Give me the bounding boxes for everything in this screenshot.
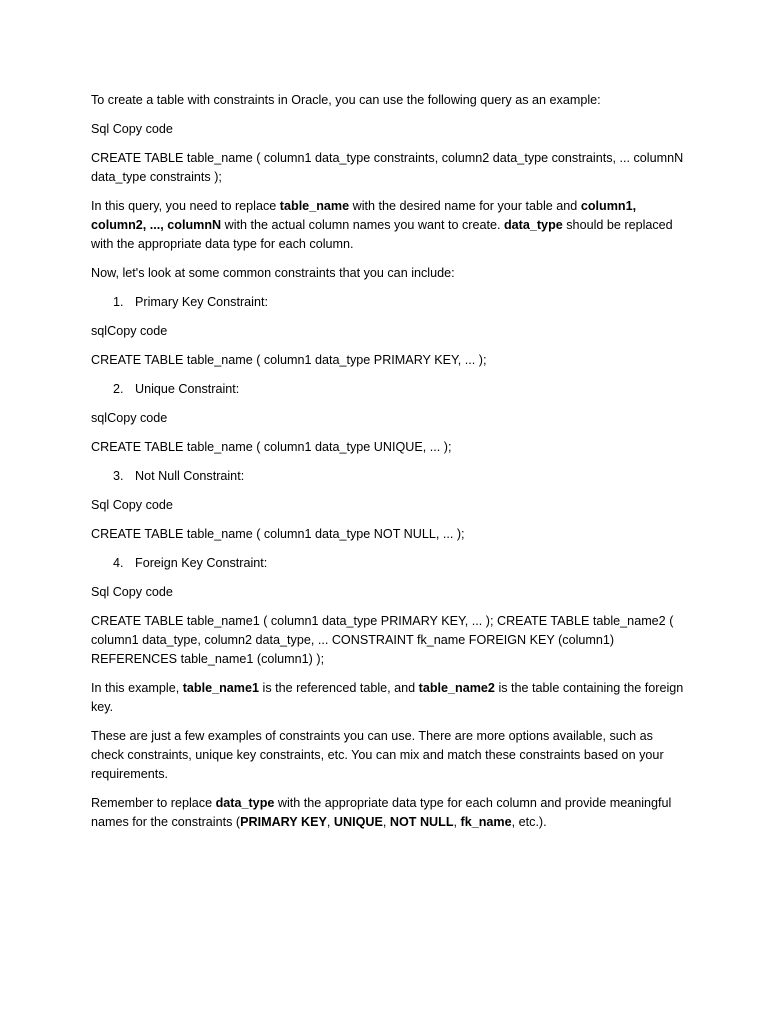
bold-term: table_name2 <box>418 681 495 695</box>
code-block: CREATE TABLE table_name ( column1 data_type PRIMARY KEY, ... ); <box>91 353 487 367</box>
text-span: should be replaced with the appropriate data type for each column. <box>91 218 673 251</box>
bold-term: fk_name <box>460 815 512 829</box>
constraints-intro: Now, let's look at some common constraints that you can include: <box>91 266 455 280</box>
text-span: Remember to replace <box>91 796 216 810</box>
bold-term: table_name <box>279 199 350 213</box>
list-number: 3. <box>113 469 124 483</box>
bold-term: NOT NULL <box>389 815 454 829</box>
explanation-paragraph <box>91 197 684 254</box>
reminder-paragraph <box>91 794 684 832</box>
text-span: , <box>382 815 390 829</box>
text-span: is the referenced table, and <box>259 681 419 695</box>
text-span: with the actual column names you want to create. <box>221 218 504 232</box>
text-span: , etc.). <box>511 815 547 829</box>
example-paragraph <box>91 679 684 717</box>
code-block: CREATE TABLE table_name ( column1 data_type constraints, column2 data_type constraints, ... columnN data_type constraints ); <box>91 151 684 184</box>
intro-paragraph: To create a table with constraints in Oracle, you can use the following query as an example: <box>91 93 601 107</box>
text-span: is the table containing the foreign key. <box>91 681 684 714</box>
text-span: In this example, <box>91 681 183 695</box>
bold-term: PRIMARY KEY <box>240 815 327 829</box>
list-label: Unique Constraint: <box>135 382 240 396</box>
list-item <box>91 554 684 573</box>
text-span: , <box>453 815 461 829</box>
code-label: sqlCopy code <box>91 411 168 425</box>
bold-term: column1, column2, ..., columnN <box>91 199 637 232</box>
list-label: Primary Key Constraint: <box>135 295 268 309</box>
list-item <box>91 467 684 486</box>
text-span: with the desired name for your table and <box>349 199 581 213</box>
code-label: Sql Copy code <box>91 122 173 136</box>
list-label: Foreign Key Constraint: <box>135 556 268 570</box>
code-label: Sql Copy code <box>91 585 173 599</box>
list-number: 1. <box>113 295 124 309</box>
text-span: with the appropriate data type for each column and provide meaningful names for the constraints ( <box>91 796 672 829</box>
list-item <box>91 380 684 399</box>
list-number: 4. <box>113 556 124 570</box>
summary-paragraph: These are just a few examples of constraints you can use. There are more options available, such as check constraints, unique key constraints, etc. You can mix and match these constraints based on your requirements. <box>91 729 664 781</box>
text-span: , <box>326 815 334 829</box>
bold-term: table_name1 <box>182 681 260 695</box>
text-span: In this query, you need to replace <box>91 199 280 213</box>
code-block: CREATE TABLE table_name ( column1 data_type UNIQUE, ... ); <box>91 440 452 454</box>
list-label: Not Null Constraint: <box>135 469 245 483</box>
list-number: 2. <box>113 382 124 396</box>
bold-term: data_type <box>503 218 563 232</box>
code-block: CREATE TABLE table_name ( column1 data_type NOT NULL, ... ); <box>91 527 465 541</box>
list-item <box>91 293 684 312</box>
code-block: CREATE TABLE table_name1 ( column1 data_type PRIMARY KEY, ... ); CREATE TABLE table_name2 ( column1 data_type, column2 data_type, ... CONSTRAINT fk_name FOREIGN KEY (column1) REFERENCES table_name1 (column1) ); <box>91 614 674 666</box>
bold-term: UNIQUE <box>333 815 383 829</box>
code-label: Sql Copy code <box>91 498 173 512</box>
code-label: sqlCopy code <box>91 324 168 338</box>
bold-term: data_type <box>215 796 275 810</box>
